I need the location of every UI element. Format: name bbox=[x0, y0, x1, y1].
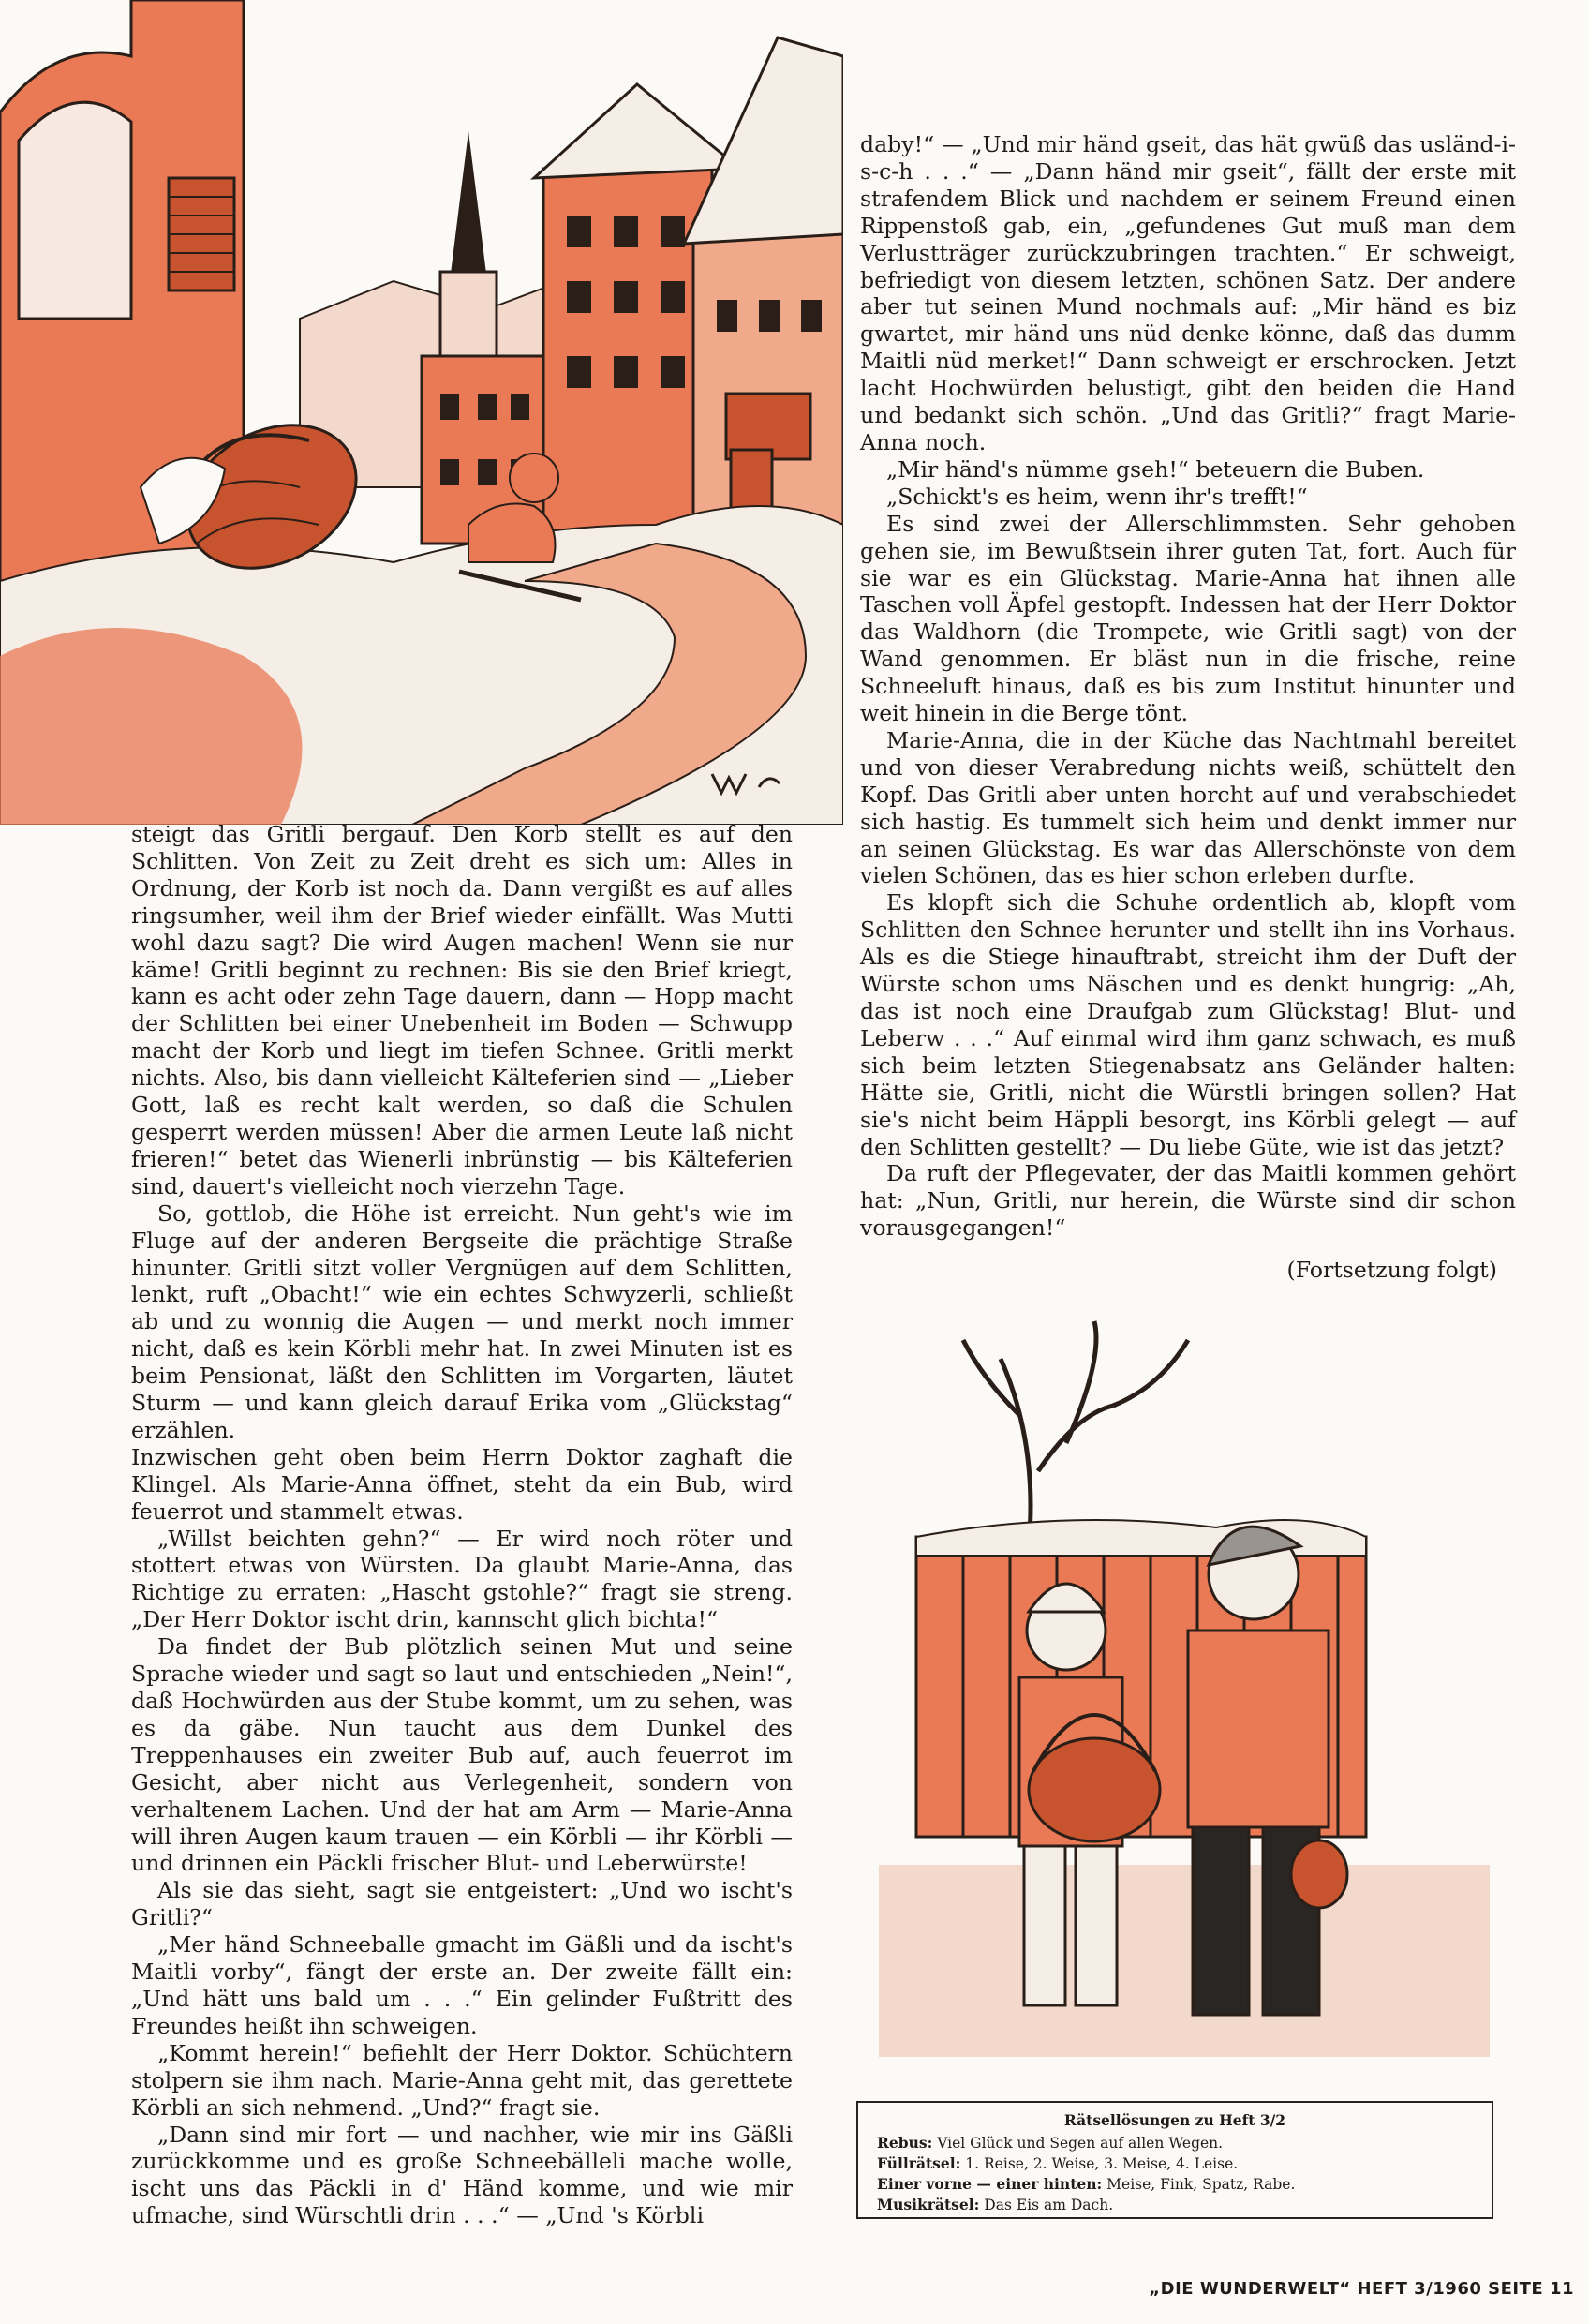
solution-label: Musikrätsel: bbox=[877, 2196, 980, 2213]
paragraph: Da findet der Bub plötzlich seinen Mut und seine Sprache wieder und sagt so laut und entschieden „Nein!“, daß Hochwürden aus der Stube kommt, um zu sehen, was es da gäbe. Nun taucht aus dem Dunkel des Treppenhauses ein zweiter Bub auf, auch feuerrot im Gesicht, aber nicht aus Verlegenheit, sondern von verhaltenem Lachen. Und der hat am Arm — Marie-Anna will ihren Augen kaum trauen — ein Körbli — ihr Körbli — und drinnen ein Päckli frischer Blut- und Leberwürste! bbox=[131, 1633, 793, 1877]
illustration-top-drawing bbox=[0, 0, 843, 825]
solution-row bbox=[877, 2174, 1473, 2195]
paragraph: Da ruft der Pflegevater, der das Maitli kommen gehört hat: „Nun, Gritli, nur herein, die Würste sind dir schon vorausgegangen!“ bbox=[860, 1160, 1516, 1242]
paragraph: „Kommt herein!“ befiehlt der Herr Doktor. Schüchtern stolpern sie ihm nach. Marie-Anna geht mit, das gerettete Körbli an sich nehmend. „Und?“ fragt sie. bbox=[131, 2039, 793, 2121]
article-column-left bbox=[131, 821, 793, 2229]
solution-text: 1. Reise, 2. Weise, 3. Meise, 4. Leise. bbox=[965, 2155, 1239, 2172]
paragraph: „Mer händ Schneeballe gmacht im Gäßli und da ischt's Maitli vorby“, fängt der erste an. Der zweite fällt ein: „Und hätt uns bald um . . .“ Ein gelinder Fußtritt des Freundes heißt ihn schweigen. bbox=[131, 1931, 793, 2039]
paragraph: Als sie das sieht, sagt sie entgeistert: „Und wo ischt's Gritli?“ bbox=[131, 1877, 793, 1931]
solution-row bbox=[877, 2195, 1473, 2215]
paragraph: So, gottlob, die Höhe ist erreicht. Nun geht's wie im Fluge auf der anderen Bergseite die prächtige Straße hinunter. Gritli sitzt voller Vergnügen auf dem Schlitten, lenkt, ruft „Obacht!“ wie ein echtes Schwyzerli, schließt ab und zu wonnig die Augen — und merkt noch immer nicht, daß es kein Körbli mehr hat. In zwei Minuten ist es beim Pensionat, läßt den Schlitten im Vorgarten, läutet Sturm — und kann gleich darauf Erika vom „Glückstag“ erzählen. bbox=[131, 1199, 793, 1443]
page-footer: „DIE WUNDERWELT“ HEFT 3/1960 SEITE 11 bbox=[1149, 2279, 1574, 2299]
paragraph: Es klopft sich die Schuhe ordentlich ab, klopft vom Schlitten den Schnee herunter und stellt ihn ins Vorhaus. Als es die Stiege hinauftrabt, streicht ihm der Duft der Würste schon ums Näschen und es denkt hungrig: „Ah, das ist noch eine Draufgab zum Glückstag! Blut- und Leberw . . .“ Auf einmal wird ihm ganz schwach, es muß sich beim letzten Stiegenabsatz ans Geländer halten: Hätte sie, Gritli, nicht die Würstli bringen sollen? Hat sie's nicht beim Häppli besorgt, ins Körbli gelegt — auf den Schlitten gestellt? — Du liebe Güte, wie ist das jetzt? bbox=[860, 889, 1516, 1160]
paragraph: „Schickt's es heim, wenn ihr's trefft!“ bbox=[886, 483, 1308, 510]
solution-text: Viel Glück und Segen auf allen Wegen. bbox=[937, 2135, 1224, 2152]
solution-text: Das Eis am Dach. bbox=[984, 2197, 1114, 2213]
solution-label: Einer vorne — einer hinten: bbox=[877, 2175, 1103, 2193]
continuation-note: (Fortsetzung folgt) bbox=[1286, 1257, 1497, 1284]
solution-row bbox=[877, 2153, 1473, 2174]
illustration-top bbox=[0, 0, 843, 825]
solution-label: Rebus: bbox=[877, 2134, 933, 2152]
article-column-right bbox=[860, 131, 1516, 1284]
solutions-title: Rätsellösungen zu Heft 3/2 bbox=[1063, 2111, 1286, 2129]
illustration-bottom-drawing bbox=[879, 1303, 1490, 2057]
puzzle-solutions-box bbox=[856, 2101, 1493, 2219]
paragraph: daby!“ — „Und mir händ gseit, das hät gwüß das usländ-i-s-c-h . . .“ — „Dann händ mir gseit“, fällt der erste mit strafendem Blick und nachdem er seinem Freund einen Rippenstoß gab, ein, „gefundenes Gut muß man dem Verlustträger zurückzubringen trachten.“ Er schweigt, befriedigt von diesem letzten, schönen Satz. Der andere aber tut seinen Mund nochmals auf: „Mir händ es biz gwartet, mir händ uns nüd denke könne, daß das dumm Maitli nüd merket!“ Dann schweigt er erschrocken. Jetzt lacht Hochwürden belustigt, gibt den beiden die Hand und bedankt sich schön. „Und das Gritli?“ fragt Marie-Anna noch. bbox=[860, 131, 1516, 455]
solution-label: Füllrätsel: bbox=[877, 2154, 961, 2172]
paragraph: „Willst beichten gehn?“ — Er wird noch röter und stottert etwas von Würsten. Da glaubt Marie-Anna, das Richtige zu erraten: „Hascht gstohle?“ fragt sie streng. „Der Herr Doktor ischt drin, kannscht glich bichta!“ bbox=[131, 1525, 793, 1633]
paragraph: „Mir händ's nümme gseh!“ beteuern die Buben. bbox=[886, 455, 1425, 483]
illustration-bottom bbox=[879, 1303, 1490, 2057]
paragraph: Es sind zwei der Allerschlimmsten. Sehr gehoben gehen sie, im Bewußtsein ihrer guten Tat, fort. Auch für sie war es ein Glückstag. Marie-Anna hat ihnen alle Taschen voll Äpfel gestopft. Indessen hat der Herr Doktor das Waldhorn (die Trompete, wie Gritli sagt) von der Wand genommen. Er bläst nun in die frische, reine Schneeluft hinaus, daß es bis zum Institut hinunter und weit hinein in die Berge tönt. bbox=[860, 510, 1516, 727]
paragraph: Inzwischen geht oben beim Herrn Doktor zaghaft die Klingel. Als Marie-Anna öffnet, steht da ein Bub, wird feuerrot und stammelt etwas. bbox=[131, 1443, 793, 1525]
paragraph: „Dann sind mir fort — und nachher, wie mir ins Gäßli zurückkomme und es große Schneebälleli mache wolle, ischt uns das Päckli in d' Händ komme, und wie mir ufmache, sind Würschtli drin . . .“ — „Und 's Körbli bbox=[131, 2121, 793, 2229]
paragraph: Marie-Anna, die in der Küche das Nachtmahl bereitet und von dieser Verabredung nichts weiß, schüttelt den Kopf. Das Gritli aber unten horcht auf und verabschiedet sich hastig. Es tummelt sich heim und denkt immer nur an seinen Glückstag. Es war das Allerschönste von dem vielen Schönen, das es hier schon erleben durfte. bbox=[860, 726, 1516, 889]
solution-row bbox=[877, 2133, 1473, 2153]
solution-text: Meise, Fink, Spatz, Rabe. bbox=[1106, 2176, 1296, 2193]
paragraph: steigt das Gritli bergauf. Den Korb stellt es auf den Schlitten. Von Zeit zu Zeit dreht es sich um: Alles in Ordnung, der Korb ist noch da. Dann vergißt es auf alles ringsumher, weil ihm der Brief wieder einfällt. Was Mutti wohl dazu sagt? Die wird Augen machen! Wenn sie nur käme! Gritli beginnt zu rechnen: Bis sie den Brief kriegt, kann es acht oder zehn Tage dauern, dann — Hopp macht der Schlitten bei einer Unebenheit im Boden — Schwupp macht der Korb und liegt im tiefen Schnee. Gritli merkt nichts. Also, bis dann vielleicht Kälteferien sind — „Lieber Gott, laß es recht kalt werden, so daß die Schulen gesperrt werden müssen! Aber die armen Leute laß nicht frieren!“ betet das Wienerli inbrünstig — bis Kälteferien sind, dauert's vielleicht noch vierzehn Tage. bbox=[131, 821, 793, 1199]
